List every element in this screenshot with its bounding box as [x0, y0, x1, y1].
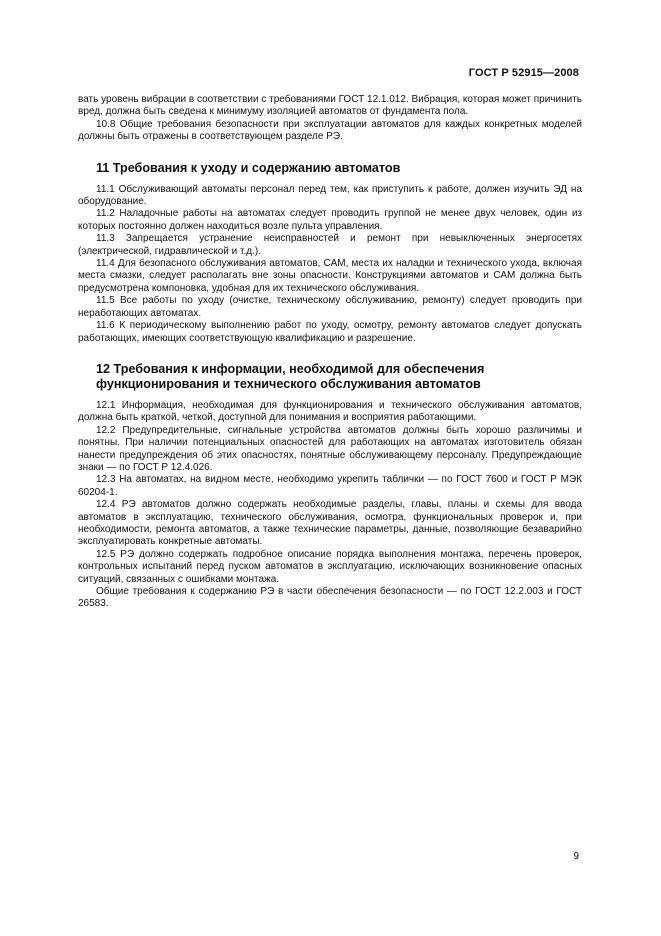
paragraph-11-3: 11.3 Запрещается устранение неисправностей и ремонт при невыключенных энергосетях (электрической, гидравлической и т.д.).	[78, 233, 582, 257]
document-code-header: ГОСТ Р 52915—2008	[468, 67, 579, 79]
paragraph-11-2: 11.2 Наладочные работы на автоматах следует проводить группой не менее двух человек, один из которых постоянно должен находиться возле пульта управления.	[78, 208, 582, 232]
section-12-heading	[78, 362, 582, 392]
intro-paragraph-continuation: вать уровень вибрации в соответствии с требованиями ГОСТ 12.1.012. Вибрация, которая может причинить вред, должна быть сведена к минимуму изоляцией автоматов от фундамента пола.	[78, 94, 582, 118]
section-12-heading-line1: 12 Требования к информации, необходимой для обеспечения	[96, 361, 485, 376]
paragraph-12-3: 12.3 На автоматах, на видном месте, необходимо укрепить таблички — по ГОСТ 7600 и ГОСТ Р МЭК 60204-1.	[78, 474, 582, 498]
paragraph-11-4: 11.4 Для безопасного обслуживания автоматов, САМ, места их наладки и технического ухода, включая места смазки, следует располагать вне зоны опасности. Конструкциями автоматов и САМ должна быть предусмотрена компоновка, удобная для их технического обслуживания.	[78, 258, 582, 294]
section-12-heading-line2: функционирования и технического обслуживания автоматов	[96, 376, 481, 391]
document-body	[78, 94, 582, 611]
page-number: 9	[573, 851, 579, 862]
paragraph-11-1: 11.1 Обслуживающий автоматы персонал перед тем, как приступить к работе, должен изучить ЭД на оборудование.	[78, 183, 582, 208]
paragraph-12-4: 12.4 РЭ автоматов должно содержать необходимые разделы, главы, планы и схемы для ввода автоматов в эксплуатацию, технического обслуживания, осмотра, функциональных проверок и, при необходимости, ремонта автоматов, а также технические параметры, данные, позволяющие безаварийно эксплуатировать конкретные автоматы.	[78, 499, 582, 548]
paragraph-12-1: 12.1 Информация, необходимая для функционирования и технического обслуживания автоматов, должна быть краткой, четкой, доступной для понимания и восприятия работающими.	[78, 399, 582, 424]
paragraph-general-requirements: Общие требования к содержанию РЭ в части обеспечения безопасности — по ГОСТ 12.2.003 и ГОСТ 26583.	[78, 586, 582, 610]
paragraph-12-5: 12.5 РЭ должно содержать подробное описание порядка выполнения монтажа, перечень проверок, контрольных испытаний перед пуском автоматов в эксплуатацию, исключающих возникновение опасных ситуаций, связанных с ошибками монтажа.	[78, 548, 582, 585]
paragraph-11-5: 11.5 Все работы по уходу (очистке, техническому обслуживанию, ремонту) следует проводить при неработающих автоматах.	[78, 295, 582, 319]
paragraph-11-6: 11.6 К периодическому выполнению работ по уходу, осмотру, ремонту автоматов следует допускать работающих, имеющих соответствующую квалификацию и разрешение.	[78, 320, 582, 344]
paragraph-10-8: 10.8 Общие требования безопасности при эксплуатации автоматов для каждых конкретных моделей должны быть отражены в соответствующем разделе РЭ.	[78, 118, 582, 143]
section-11-heading: 11 Требования к уходу и содержанию автоматов	[96, 160, 401, 175]
paragraph-12-2: 12.2 Предупредительные, сигнальные устройства автоматов должны быть хорошо различимы и понятны. При наличии потенциальных опасностей для работающих на автоматах изготовитель обязан нанести предупреждения об этих опасностях, понятные обслуживающему персоналу. Предупреждающие знаки — по ГОСТ Р 12.4.026.	[78, 424, 582, 473]
